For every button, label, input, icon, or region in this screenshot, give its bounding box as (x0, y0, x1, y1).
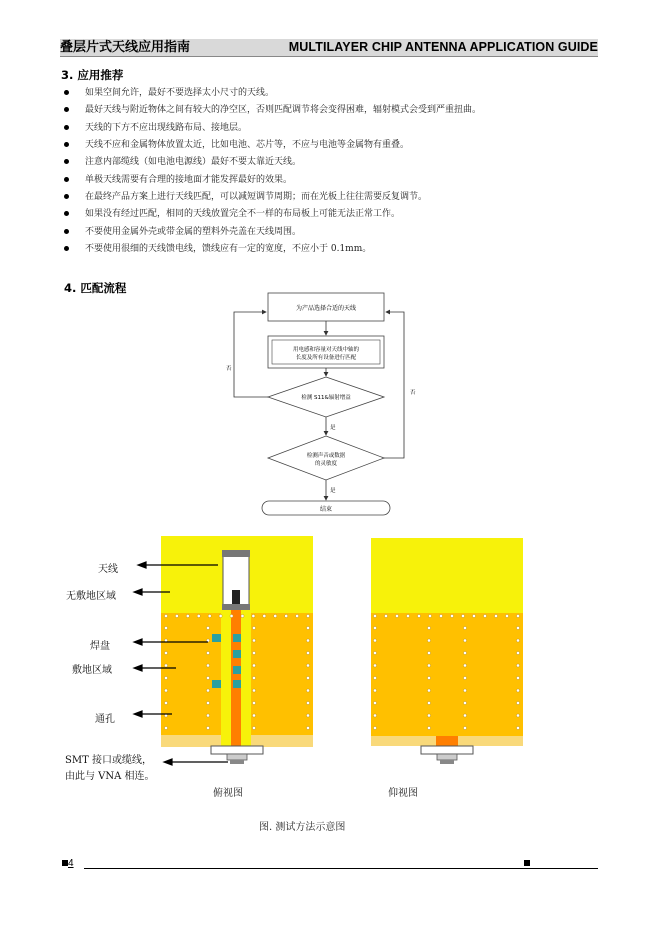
via-hole (417, 614, 420, 617)
smt-connector-neck (437, 754, 457, 760)
top-view-board (161, 536, 313, 764)
pad (233, 680, 241, 688)
via-hole (306, 701, 309, 704)
via-hole (206, 689, 209, 692)
arrow-head (134, 589, 142, 595)
via-hole (206, 626, 209, 629)
via-hole (373, 726, 376, 729)
via-hole (252, 701, 255, 704)
via-hole (463, 676, 466, 679)
via-hole (306, 676, 309, 679)
via-hole (252, 726, 255, 729)
via-hole (206, 676, 209, 679)
flow-decision-sensitivity-text-1: 检测声音或数据 (306, 453, 346, 459)
via-hole (219, 614, 222, 617)
flow-yes-2: 是 (330, 488, 336, 494)
via-hole (206, 651, 209, 654)
via-hole (463, 651, 466, 654)
via-hole (516, 701, 519, 704)
via-hole (164, 626, 167, 629)
via-hole (427, 726, 430, 729)
list-item: 如果没有经过匹配，相同的天线放置完全不一样的布局板上可能无法正常工作。 (64, 208, 481, 225)
via-hole (516, 639, 519, 642)
list-item: 最好天线与附近物体之间有较大的净空区，否则匹配调节将会变得困难，辐射模式会受到严重扭曲。 (64, 104, 481, 121)
via-hole (406, 614, 409, 617)
footer-marker-right (524, 860, 530, 866)
top-view-caption: 俯视图 (213, 788, 243, 799)
list-item: 如果空间允许，最好不要选择太小尺寸的天线。 (64, 87, 481, 104)
via-hole (373, 626, 376, 629)
via-hole (505, 614, 508, 617)
label-via: 通孔 (95, 714, 115, 725)
via-hole (295, 614, 298, 617)
via-hole (516, 664, 519, 667)
smt-connector-neck (227, 754, 247, 760)
via-hole (206, 714, 209, 717)
flow-match-text-1: 用电感和容量对天线中轴的 (292, 347, 360, 353)
no-ground-area (371, 538, 523, 613)
via-hole (516, 689, 519, 692)
via-hole (306, 689, 309, 692)
via-hole (384, 614, 387, 617)
via-hole (516, 626, 519, 629)
via-hole (516, 651, 519, 654)
via-hole (252, 714, 255, 717)
via-hole (427, 701, 430, 704)
via-hole (516, 676, 519, 679)
via-hole (427, 664, 430, 667)
ground-area (371, 613, 523, 736)
list-item: 注意内部缆线（如电池电源线）最好不要太靠近天线。 (64, 156, 481, 173)
via-hole (252, 614, 255, 617)
flow-decision-s11-text: 检测 S11&辐射增益 (301, 395, 351, 401)
via-hole (373, 689, 376, 692)
label-ground: 敷地区域 (72, 665, 112, 676)
via-hole (463, 639, 466, 642)
smt-connector-pin (230, 760, 244, 764)
via-hole (373, 614, 376, 617)
header-title-en: MULTILAYER CHIP ANTENNA APPLICATION GUIDE (288, 40, 598, 54)
flow-no-right: 否 (410, 390, 416, 396)
bottom-view-board (371, 538, 523, 764)
via-hole (373, 714, 376, 717)
list-item: 不要使用金属外壳或带金属的塑料外壳盖在天线周围。 (64, 226, 481, 243)
via-hole (395, 614, 398, 617)
via-hole (427, 676, 430, 679)
flow-yes-1: 是 (330, 425, 336, 431)
via-hole (306, 726, 309, 729)
via-hole (463, 689, 466, 692)
flow-no-left: 否 (226, 366, 232, 372)
via-hole (450, 614, 453, 617)
arrow-head (164, 759, 172, 765)
via-hole (252, 664, 255, 667)
via-hole (516, 714, 519, 717)
label-pad: 焊盘 (90, 641, 110, 652)
footer-rule (84, 868, 598, 869)
smt-connector-body (421, 746, 473, 754)
flow-decision-sensitivity-text-2: 的灵敏度 (314, 461, 338, 467)
via-hole (274, 614, 277, 617)
figure-caption: 图. 测试方法示意图 (259, 822, 346, 833)
via-hole (252, 689, 255, 692)
via-hole (252, 676, 255, 679)
section-3-title: 3. 应用推荐 (61, 68, 124, 82)
via-hole (197, 614, 200, 617)
chip-antenna-cap-bottom (222, 604, 250, 610)
via-hole (472, 614, 475, 617)
pad (233, 666, 241, 674)
via-hole (306, 714, 309, 717)
via-hole (252, 626, 255, 629)
via-hole (306, 626, 309, 629)
via-hole (427, 639, 430, 642)
via-hole (463, 726, 466, 729)
via-hole (463, 664, 466, 667)
arrow-head (138, 562, 146, 568)
via-hole (427, 651, 430, 654)
via-hole (306, 614, 309, 617)
via-hole (164, 676, 167, 679)
via-hole (164, 726, 167, 729)
list-item: 天线不应和金属物体放置太近，比如电池、芯片等，不应与电池等金属物有重叠。 (64, 139, 481, 156)
flow-end-text: 结束 (319, 506, 333, 513)
via-hole (206, 726, 209, 729)
via-hole (175, 614, 178, 617)
via-hole (463, 626, 466, 629)
via-hole (208, 614, 211, 617)
via-hole (306, 651, 309, 654)
via-hole (206, 664, 209, 667)
via-hole (241, 614, 244, 617)
flow-match-text-2: 长度及所有设备进行匹配 (295, 355, 357, 361)
section-4-title: 4. 匹配流程 (64, 281, 127, 295)
via-hole (164, 701, 167, 704)
flow-start-text: 为产品选择合适的天线 (295, 305, 357, 312)
via-hole (516, 726, 519, 729)
via-hole (373, 676, 376, 679)
smt-connector-pin (440, 760, 454, 764)
chip-antenna-mark (232, 590, 240, 604)
via-hole (516, 614, 519, 617)
via-hole (373, 639, 376, 642)
header-title-cn: 叠层片式天线应用指南 (60, 40, 191, 55)
via-hole (306, 639, 309, 642)
via-hole (373, 651, 376, 654)
chip-antenna-cap-top (222, 550, 250, 557)
pad (233, 634, 241, 642)
pad (212, 634, 221, 642)
via-hole (439, 614, 442, 617)
bottom-view-caption: 仰视图 (388, 788, 418, 799)
via-hole (463, 714, 466, 717)
pad (212, 680, 221, 688)
via-hole (373, 701, 376, 704)
label-smt-1: SMT 接口或缆线， (65, 755, 152, 766)
arrow-head (134, 711, 142, 717)
via-hole (164, 651, 167, 654)
via-hole (164, 664, 167, 667)
via-hole (461, 614, 464, 617)
list-item: 在最终产品方案上进行天线匹配，可以减短调节周期；而在光板上往往需要反复调节。 (64, 191, 481, 208)
label-smt-2: 由此与 VNA 相连。 (65, 771, 155, 782)
via-hole (306, 664, 309, 667)
smt-connector-body (211, 746, 263, 754)
via-hole (252, 651, 255, 654)
via-hole (483, 614, 486, 617)
page-number: 4 (68, 858, 74, 869)
arrow-head (134, 639, 142, 645)
via-hole (494, 614, 497, 617)
feed-trace (436, 736, 458, 746)
list-item: 单极天线需要有合理的接地面才能发挥最好的效果。 (64, 174, 481, 191)
label-no-ground: 无敷地区域 (66, 591, 116, 602)
label-antenna: 天线 (98, 564, 118, 575)
via-hole (186, 614, 189, 617)
via-hole (428, 614, 431, 617)
pad (233, 650, 241, 658)
via-hole (206, 701, 209, 704)
via-hole (285, 614, 288, 617)
via-hole (373, 664, 376, 667)
via-hole (230, 614, 233, 617)
via-hole (164, 689, 167, 692)
via-hole (427, 714, 430, 717)
list-item: 不要使用很细的天线馈电线，馈线应有一定的宽度，不应小于 0.1mm。 (64, 243, 481, 260)
arrow-head (134, 665, 142, 671)
via-hole (164, 614, 167, 617)
via-hole (263, 614, 266, 617)
via-hole (463, 701, 466, 704)
via-hole (427, 626, 430, 629)
via-hole (252, 639, 255, 642)
via-hole (427, 689, 430, 692)
list-item: 天线的下方不应出现线路布局、接地层。 (64, 122, 481, 139)
